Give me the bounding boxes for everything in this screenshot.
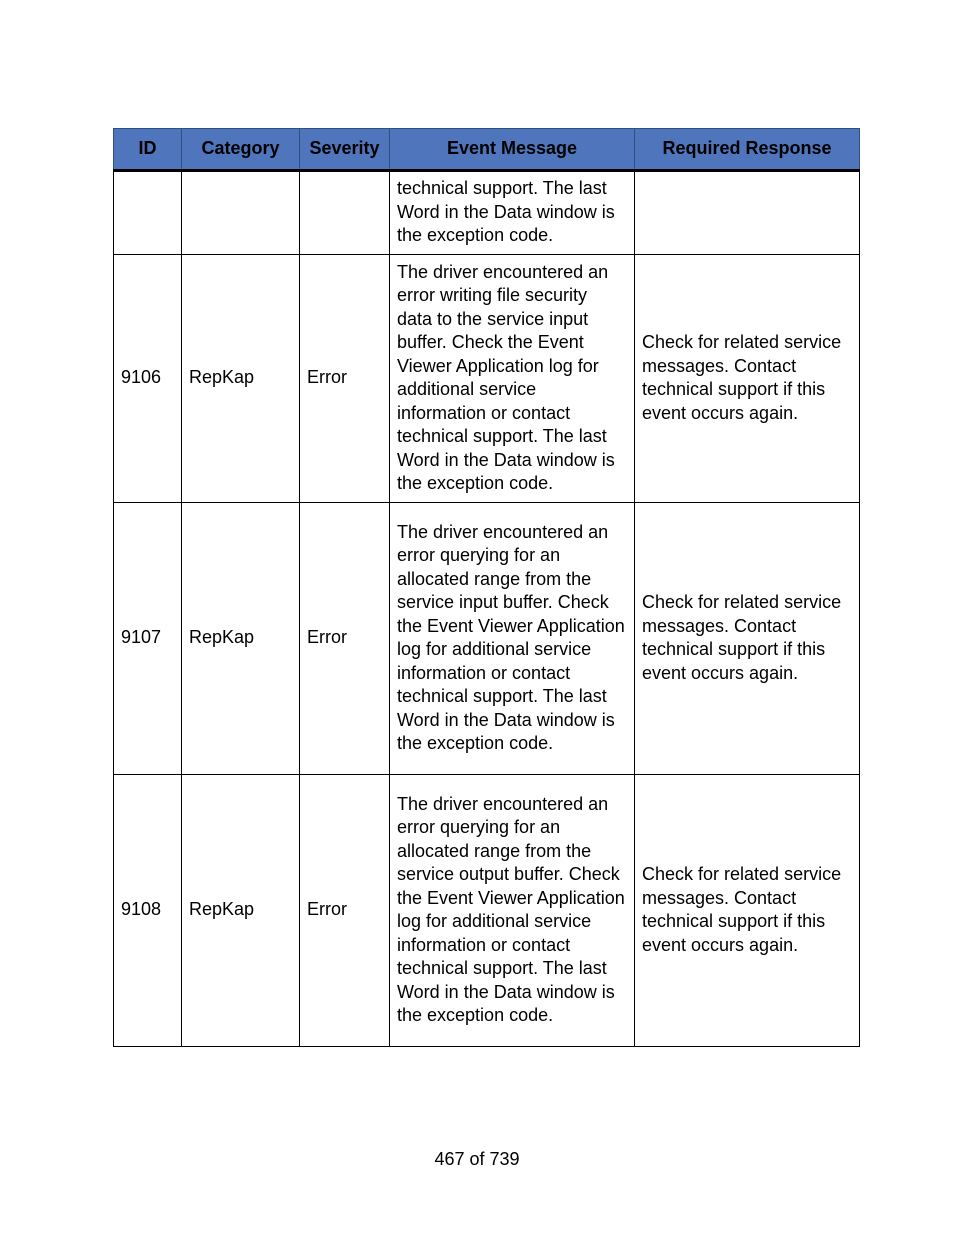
cell-event-message: The driver encountered an error querying for an allocated range from the service output buffer. Check the Event Viewer Application log for additional service information or contact technical support. The last Word in the Data window is the exception code. [390, 775, 635, 1047]
header-severity: Severity [300, 129, 390, 171]
header-id: ID [114, 129, 182, 171]
table-row [114, 171, 860, 255]
page-number: 467 of 739 [434, 1149, 520, 1169]
cell-id: 9108 [114, 775, 182, 1047]
cell-event-message: The driver encountered an error querying for an allocated range from the service input buffer. Check the Event Viewer Application log for additional service information or contact technical support. The last Word in the Data window is the exception code. [390, 503, 635, 775]
table-row [114, 503, 860, 775]
cell-severity: Error [300, 775, 390, 1047]
cell-event-message: The driver encountered an error writing file security data to the service input buffer. Check the Event Viewer Application log for additional service information or contact technical support. The last Word in the Data window is the exception code. [390, 255, 635, 503]
cell-id: 9106 [114, 255, 182, 503]
cell-id [114, 171, 182, 255]
table-row [114, 255, 860, 503]
cell-category: RepKap [182, 255, 300, 503]
cell-severity [300, 171, 390, 255]
table-row [114, 775, 860, 1047]
header-required-response: Required Response [635, 129, 860, 171]
cell-category: RepKap [182, 775, 300, 1047]
cell-required-response: Check for related service messages. Contact technical support if this event occurs again. [635, 503, 860, 775]
event-table [113, 128, 860, 1047]
cell-category [182, 171, 300, 255]
header-event-message: Event Message [390, 129, 635, 171]
cell-severity: Error [300, 503, 390, 775]
cell-event-message: technical support. The last Word in the Data window is the exception code. [390, 171, 635, 255]
cell-required-response [635, 171, 860, 255]
cell-category: RepKap [182, 503, 300, 775]
header-category: Category [182, 129, 300, 171]
cell-required-response: Check for related service messages. Contact technical support if this event occurs again. [635, 775, 860, 1047]
cell-required-response: Check for related service messages. Contact technical support if this event occurs again. [635, 255, 860, 503]
cell-severity: Error [300, 255, 390, 503]
cell-id: 9107 [114, 503, 182, 775]
header-row [114, 129, 860, 171]
